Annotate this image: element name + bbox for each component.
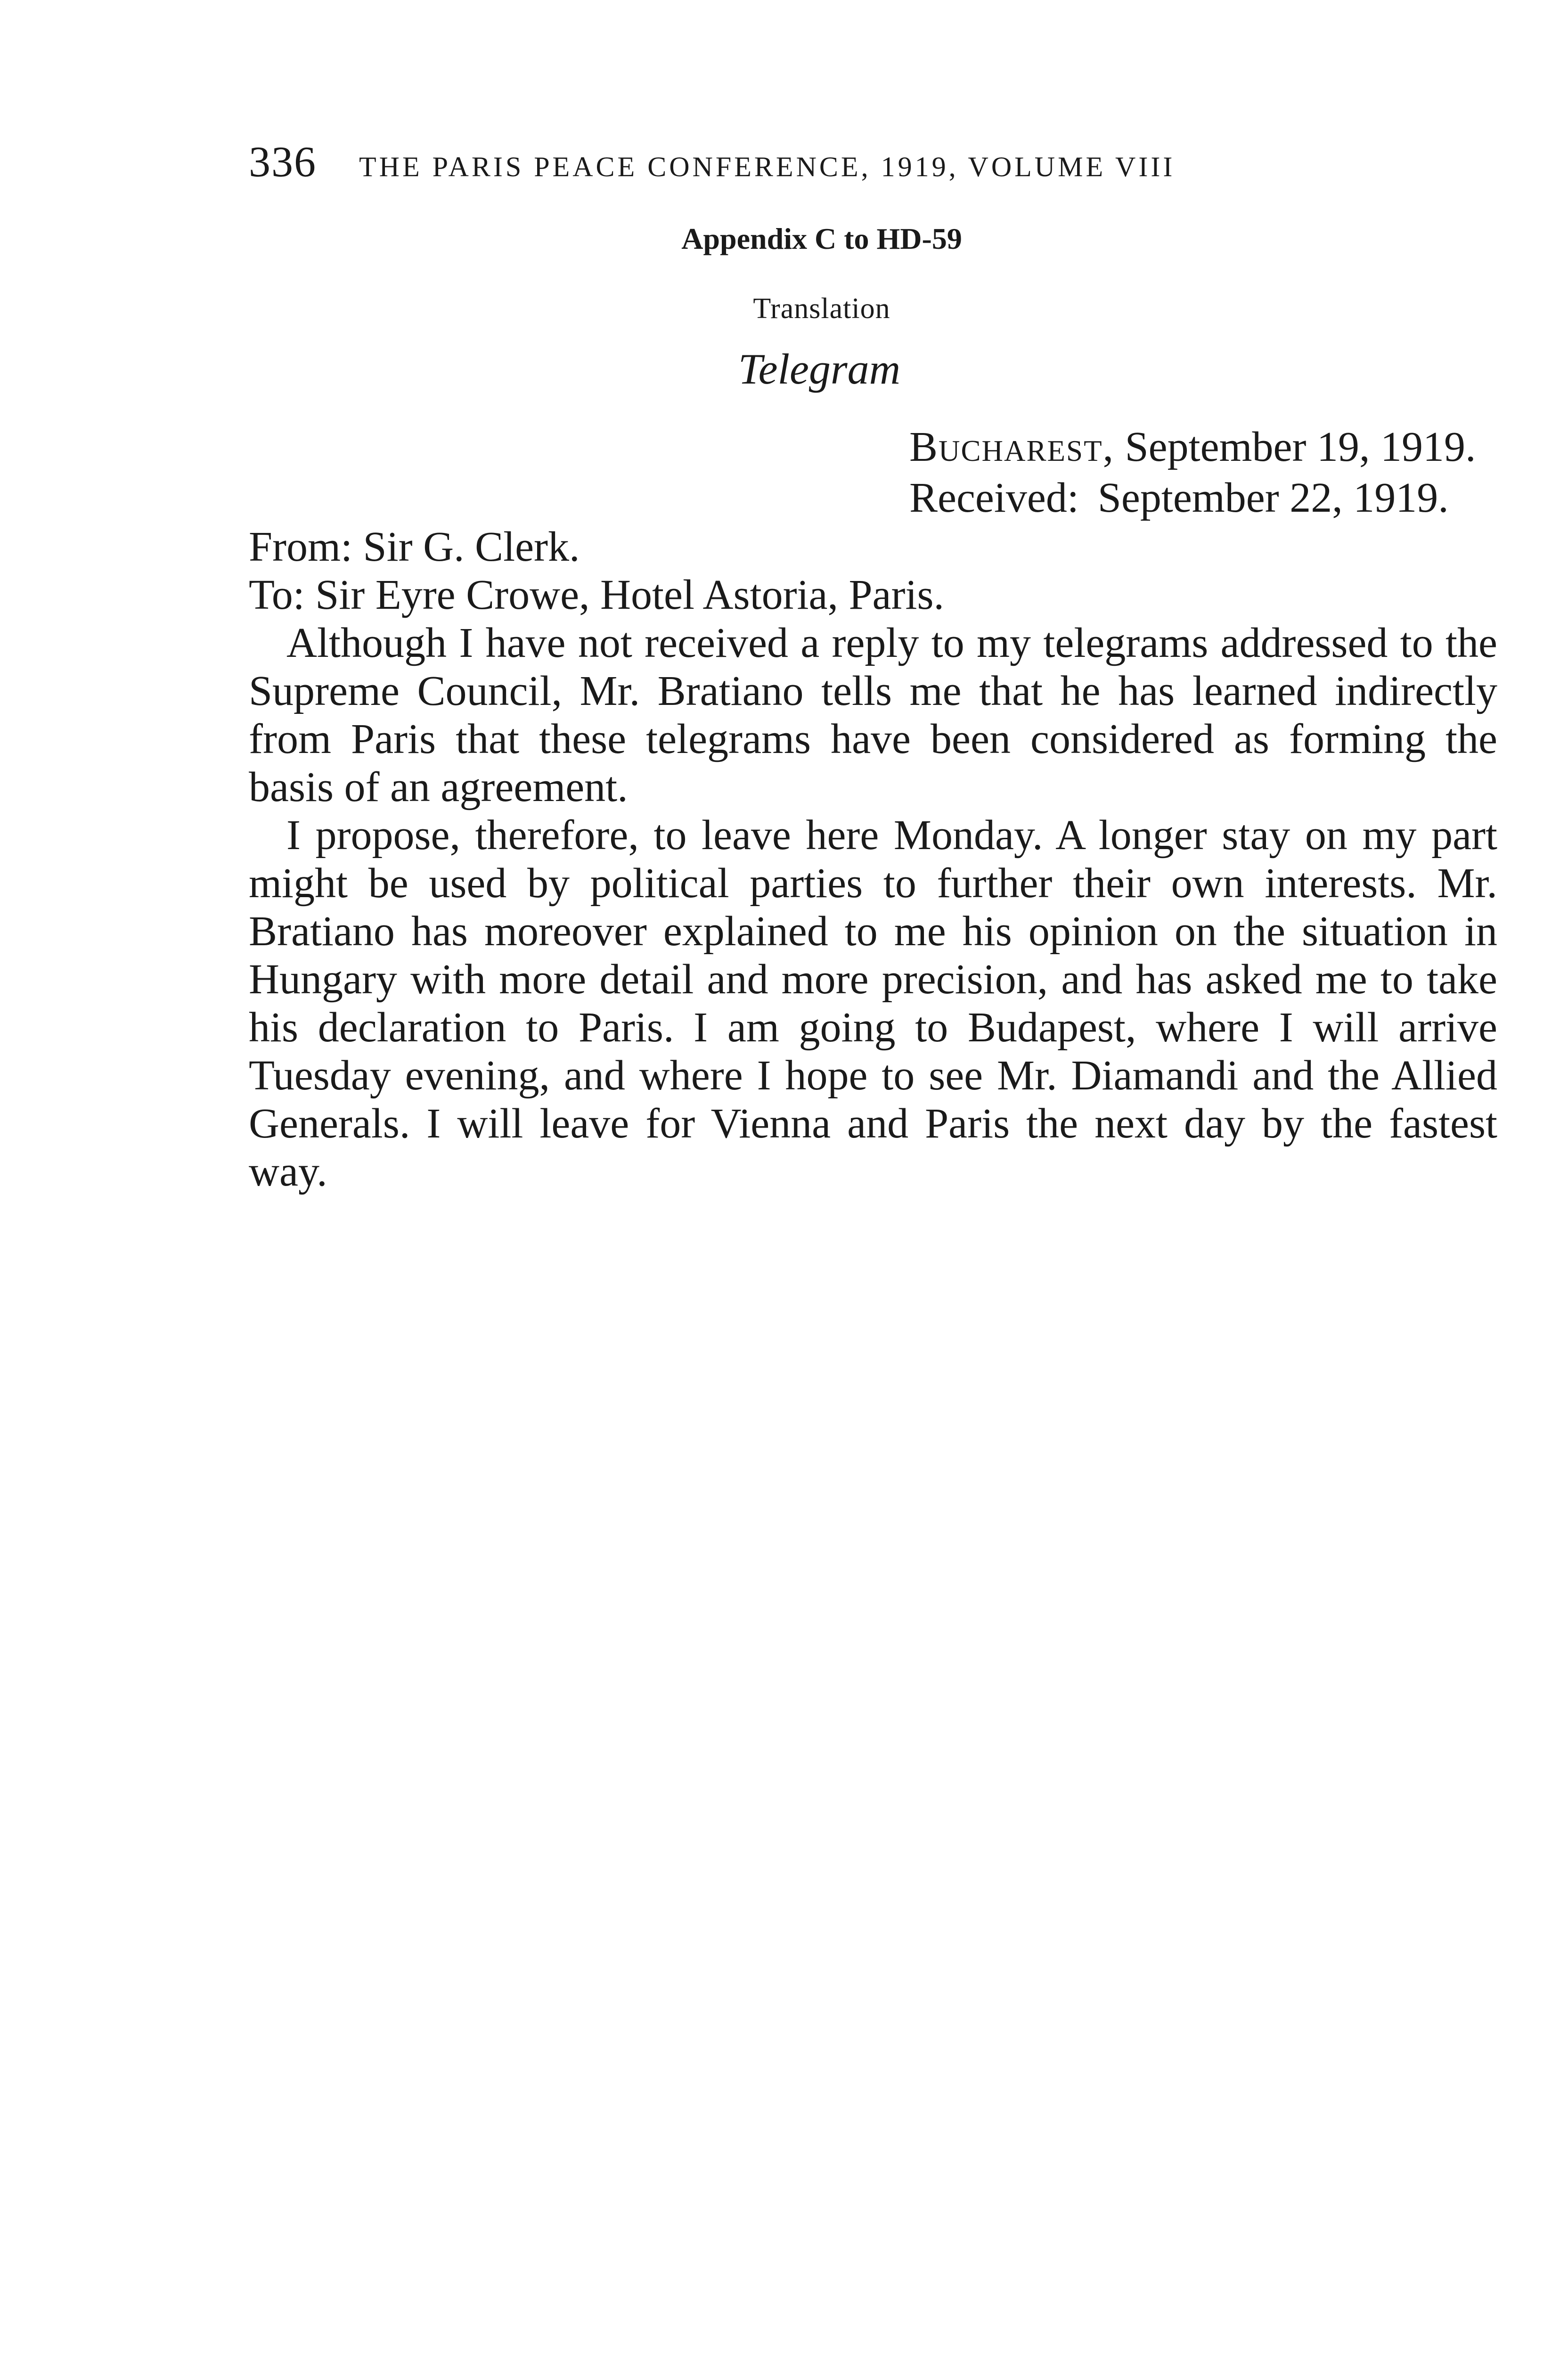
received-label: Received: — [909, 474, 1079, 521]
paragraph: I propose, therefore, to leave here Monday. A longer stay on my part might be used by political parties to further their own interests. Mr. Bratiano has moreover explained to me his opinion on the situation in Hungary with more detail and more precision, and has asked me to take his declaration to Paris. I am going to Budapest, where I will arrive Tuesday evening, and where I hope to see Mr. Diamandi and the Allied Generals. I will leave for Vienna and Paris the next day by the fastest way. — [249, 812, 1497, 1195]
received-date: September 22, 1919. — [1097, 474, 1449, 521]
page-header — [249, 137, 1502, 187]
translation-label: Translation — [753, 293, 890, 325]
sent-date: September 19, 1919. — [1125, 424, 1476, 470]
document-type-heading: Telegram — [738, 345, 901, 393]
from-line: From: Sir G. Clerk. — [249, 524, 580, 570]
appendix-title: Appendix C to HD-59 — [681, 222, 962, 255]
place-name: Bucharest, — [909, 424, 1115, 470]
page-number: 336 — [249, 138, 317, 186]
received-line — [909, 473, 1512, 524]
dateline — [909, 422, 1512, 524]
telegram-body — [249, 523, 1497, 1196]
paragraph: Although I have not received a reply to my telegrams addressed to the Supreme Council, Mr. Bratiano tells me that he has learned indirectly from Paris that these telegrams have been considered as forming the basis of an agreement. — [249, 620, 1497, 810]
running-head: THE PARIS PEACE CONFERENCE, 1919, VOLUME VIII — [359, 151, 1176, 182]
to-line: To: Sir Eyre Crowe, Hotel Astoria, Paris. — [249, 572, 944, 618]
sent-line — [909, 422, 1512, 473]
